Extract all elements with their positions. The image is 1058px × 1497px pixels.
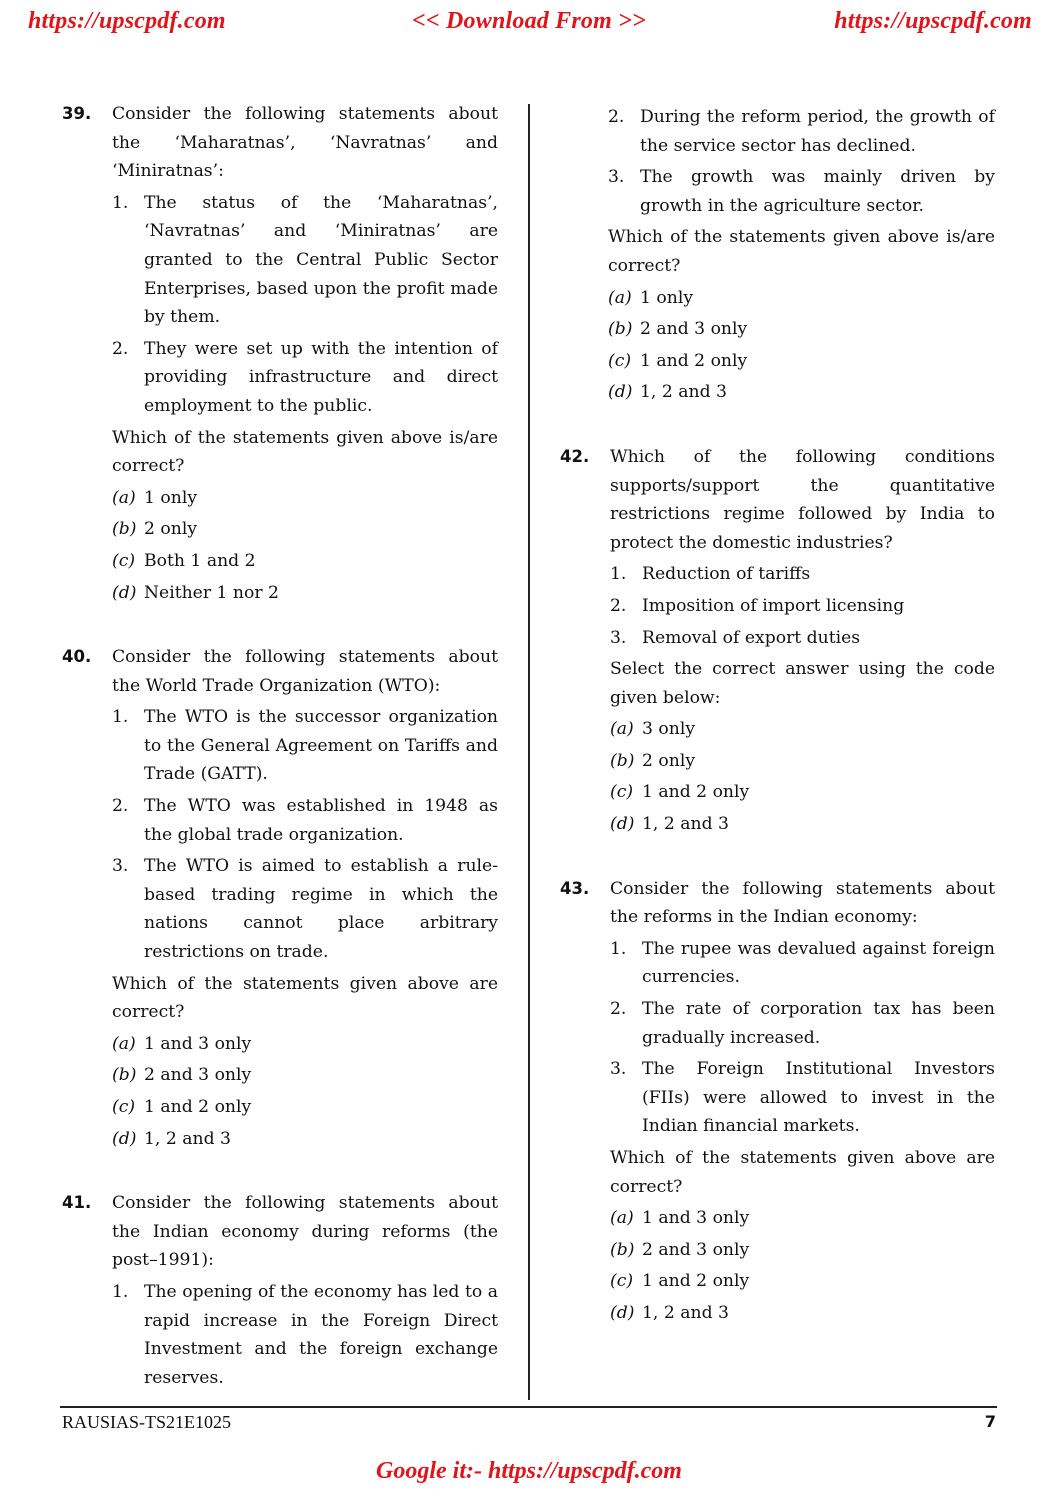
option-text: 2 and 3 only	[640, 319, 748, 340]
question-41	[62, 1189, 498, 1392]
statement-number: 1.	[112, 1281, 129, 1302]
option-letter: (b)	[610, 750, 635, 771]
right-column	[560, 100, 995, 1364]
statement	[610, 560, 995, 589]
option-letter: (d)	[112, 582, 137, 603]
option	[608, 284, 995, 313]
question-text: Consider the following statements about the ‘Maharatnas’, ‘Navratnas’ and ‘Miniratnas’:	[112, 104, 498, 182]
statement-text: The status of the ‘Maharatnas’, ‘Navratnas’ and ‘Miniratnas’ are granted to the Central Public Sector Enterprises, based upon the profit made by them.	[144, 192, 498, 328]
option	[112, 1093, 498, 1122]
question-43	[560, 875, 995, 1328]
option	[610, 810, 995, 839]
option	[112, 1061, 498, 1090]
option	[610, 1299, 995, 1328]
statement-number: 2.	[112, 796, 129, 817]
question-42	[560, 443, 995, 839]
statement-text: The WTO is aimed to establish a rule-based trading regime in which the nations cannot place arbitrary restrictions on trade.	[144, 856, 498, 963]
statement-number: 1.	[610, 938, 627, 959]
option	[112, 547, 498, 576]
statement-text: The WTO was established in 1948 as the global trade organization.	[144, 796, 498, 845]
statement	[112, 335, 498, 421]
question-40	[62, 643, 498, 1153]
statement-text: The growth was mainly driven by growth in the agriculture sector.	[640, 167, 995, 216]
statement-number: 3.	[610, 627, 627, 648]
statement-number: 2.	[112, 338, 129, 359]
header-link-right[interactable]: https://upscpdf.com	[834, 8, 1032, 34]
option-letter: (a)	[112, 487, 136, 508]
option-text: 1 and 3 only	[642, 1208, 750, 1229]
option-letter: (c)	[610, 1271, 634, 1292]
statement-text: During the reform period, the growth of the service sector has declined.	[640, 107, 995, 156]
statement-number: 3.	[608, 167, 625, 188]
option	[610, 1204, 995, 1233]
left-column	[62, 100, 498, 1428]
question-text: Consider the following statements about the Indian economy during reforms (the post–1991):	[112, 1193, 498, 1271]
question-number: 40.	[62, 647, 92, 667]
option	[112, 515, 498, 544]
option-letter: (d)	[610, 1302, 635, 1323]
option	[112, 484, 498, 513]
statement-text: The rupee was devalued against foreign currencies.	[642, 938, 995, 988]
question-prompt: Which of the statements given above is/are correct?	[608, 227, 995, 276]
question-prompt: Which of the statements given above are correct?	[112, 973, 498, 1023]
statement	[610, 935, 995, 992]
question-41-continued	[608, 103, 995, 407]
option-letter: (a)	[610, 719, 634, 740]
question-text: Consider the following statements about the World Trade Organization (WTO):	[112, 647, 498, 696]
statement-text: Reduction of tariffs	[642, 564, 811, 585]
page-number: 7	[984, 1412, 996, 1431]
option-text: 1 and 2 only	[640, 350, 748, 371]
footer-google-link[interactable]: Google it:- https://upscpdf.com	[376, 1458, 682, 1484]
option-letter: (b)	[112, 1065, 137, 1086]
statement	[610, 995, 995, 1052]
question-39	[62, 100, 498, 607]
option	[112, 1125, 498, 1154]
statement	[112, 792, 498, 849]
question-number: 41.	[62, 1193, 92, 1213]
option-text: 1 only	[640, 287, 694, 308]
header-link-left[interactable]: https://upscpdf.com	[28, 8, 226, 34]
test-code: RAUSIAS-TS21E1025	[62, 1412, 232, 1432]
statement	[112, 852, 498, 966]
column-divider	[528, 104, 530, 1400]
statement-number: 1.	[610, 564, 627, 585]
option-text: 1 and 2 only	[642, 1271, 750, 1292]
option	[610, 1236, 995, 1265]
statement-text: The Foreign Institutional Investors (FIIs) were allowed to invest in the Indian financial markets.	[642, 1059, 995, 1137]
question-number: 39.	[62, 104, 92, 123]
question-prompt: Select the correct answer using the code given below:	[610, 659, 995, 708]
option	[610, 747, 995, 776]
statement-text: The opening of the economy has led to a rapid increase in the Foreign Direct Investment and the foreign exchange reserves.	[144, 1281, 498, 1388]
option-text: 1, 2 and 3	[144, 1128, 231, 1149]
option-letter: (c)	[608, 350, 632, 371]
option-text: 2 only	[144, 519, 198, 540]
option-letter: (a)	[112, 1033, 136, 1054]
option-text: 1, 2 and 3	[642, 814, 729, 835]
statement	[610, 592, 995, 621]
option-letter: (c)	[610, 782, 634, 803]
statement-number: 3.	[112, 856, 129, 877]
option-text: 2 and 3 only	[642, 1239, 750, 1260]
option	[608, 378, 995, 407]
option	[608, 315, 995, 344]
option-text: 1 only	[144, 487, 198, 508]
statement	[608, 103, 995, 160]
statement-text: The WTO is the successor organization to the General Agreement on Tariffs and Trade (GATT).	[144, 707, 498, 785]
statement	[112, 703, 498, 789]
option	[610, 1267, 995, 1296]
option	[610, 778, 995, 807]
option-letter: (a)	[608, 287, 632, 308]
footer-rule	[60, 1406, 997, 1408]
statement-text: Removal of export duties	[642, 627, 861, 648]
option-letter: (b)	[112, 519, 137, 540]
statement-number: 3.	[610, 1059, 627, 1080]
option	[112, 1030, 498, 1059]
header-download-text[interactable]: << Download From >>	[412, 8, 646, 34]
option-text: 2 only	[642, 750, 696, 771]
option-text: Neither 1 nor 2	[144, 582, 279, 603]
statement	[112, 1278, 498, 1392]
question-prompt: Which of the statements given above are correct?	[610, 1148, 995, 1197]
statement-number: 1.	[112, 192, 129, 213]
statement-text: The rate of corporation tax has been gradually increased.	[642, 999, 995, 1048]
option-letter: (d)	[610, 814, 635, 835]
option-letter: (a)	[610, 1208, 634, 1229]
option-letter: (b)	[608, 319, 633, 340]
option-text: 1, 2 and 3	[640, 382, 727, 403]
question-text: Which of the following conditions supports/support the quantitative restrictions regime followed by India to protect the domestic industries?	[610, 446, 995, 553]
option-letter: (d)	[112, 1128, 137, 1149]
statement-number: 1.	[112, 707, 129, 728]
statement-text: Imposition of import licensing	[642, 595, 905, 616]
question-prompt: Which of the statements given above is/are correct?	[112, 427, 498, 477]
question-text: Consider the following statements about the reforms in the Indian economy:	[610, 878, 995, 928]
statement	[610, 624, 995, 653]
statement	[112, 189, 498, 332]
option-text: 2 and 3 only	[144, 1065, 252, 1086]
statement-number: 2.	[610, 999, 627, 1020]
option-text: Both 1 and 2	[144, 550, 256, 571]
option-text: 1 and 2 only	[144, 1097, 252, 1117]
question-number: 43.	[560, 878, 590, 898]
statement-number: 2.	[608, 107, 625, 127]
statement-text: They were set up with the intention of providing infrastructure and direct employment to the public.	[144, 338, 498, 416]
option	[608, 347, 995, 376]
question-number: 42.	[560, 446, 590, 466]
statement-number: 2.	[610, 595, 627, 616]
option-text: 1, 2 and 3	[642, 1302, 729, 1323]
option-letter: (c)	[112, 1097, 136, 1117]
option-letter: (b)	[610, 1239, 635, 1260]
option-letter: (d)	[608, 382, 633, 403]
option-text: 1 and 3 only	[144, 1033, 252, 1054]
statement	[610, 1055, 995, 1141]
statement	[608, 163, 995, 220]
option	[610, 715, 995, 744]
option	[112, 579, 498, 608]
option-text: 1 and 2 only	[642, 782, 750, 803]
option-text: 3 only	[642, 719, 696, 740]
option-letter: (c)	[112, 550, 136, 571]
